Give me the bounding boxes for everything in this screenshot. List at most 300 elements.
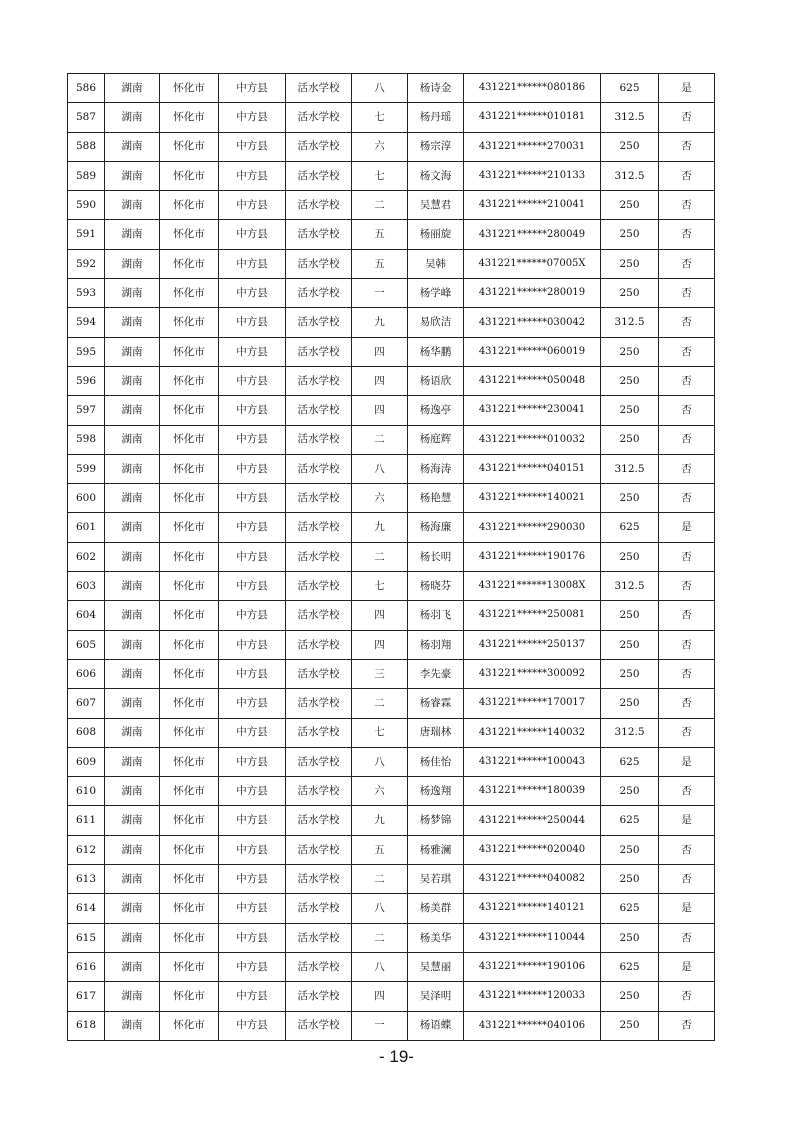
cell-city: 怀化市 [160, 74, 219, 103]
cell-province: 湖南 [105, 220, 160, 249]
table-row [68, 220, 715, 249]
cell-county: 中方县 [219, 454, 286, 483]
cell-amount: 625 [601, 747, 659, 776]
cell-county: 中方县 [219, 279, 286, 308]
cell-county: 中方县 [219, 572, 286, 601]
cell-serial-number: 606 [68, 659, 105, 688]
cell-id-number: 431221******180039 [464, 777, 601, 806]
cell-amount: 250 [601, 542, 659, 571]
cell-amount: 250 [601, 601, 659, 630]
cell-grade: 八 [352, 894, 408, 923]
cell-amount: 625 [601, 513, 659, 542]
cell-flag: 否 [659, 689, 715, 718]
cell-amount: 250 [601, 630, 659, 659]
cell-flag: 是 [659, 513, 715, 542]
cell-serial-number: 614 [68, 894, 105, 923]
cell-id-number: 431221******120033 [464, 982, 601, 1011]
cell-serial-number: 595 [68, 337, 105, 366]
cell-flag: 否 [659, 777, 715, 806]
cell-county: 中方县 [219, 396, 286, 425]
cell-id-number: 431221******140032 [464, 718, 601, 747]
cell-flag: 否 [659, 396, 715, 425]
cell-id-number: 431221******230041 [464, 396, 601, 425]
cell-serial-number: 604 [68, 601, 105, 630]
cell-student-name: 吴慧丽 [408, 952, 464, 981]
cell-city: 怀化市 [160, 894, 219, 923]
cell-city: 怀化市 [160, 279, 219, 308]
table-row [68, 659, 715, 688]
cell-province: 湖南 [105, 542, 160, 571]
cell-city: 怀化市 [160, 572, 219, 601]
cell-grade: 七 [352, 572, 408, 601]
cell-grade: 六 [352, 777, 408, 806]
cell-flag: 否 [659, 132, 715, 161]
table-row [68, 777, 715, 806]
cell-serial-number: 600 [68, 484, 105, 513]
cell-id-number: 431221******140021 [464, 484, 601, 513]
cell-serial-number: 616 [68, 952, 105, 981]
cell-amount: 312.5 [601, 161, 659, 190]
cell-province: 湖南 [105, 689, 160, 718]
cell-grade: 八 [352, 952, 408, 981]
cell-province: 湖南 [105, 630, 160, 659]
cell-school: 活水学校 [286, 103, 352, 132]
cell-flag: 否 [659, 308, 715, 337]
cell-id-number: 431221******040106 [464, 1011, 601, 1040]
cell-grade: 二 [352, 425, 408, 454]
cell-student-name: 杨学峰 [408, 279, 464, 308]
cell-county: 中方县 [219, 601, 286, 630]
cell-province: 湖南 [105, 894, 160, 923]
cell-province: 湖南 [105, 425, 160, 454]
cell-flag: 否 [659, 835, 715, 864]
cell-city: 怀化市 [160, 396, 219, 425]
cell-province: 湖南 [105, 923, 160, 952]
cell-province: 湖南 [105, 454, 160, 483]
cell-amount: 312.5 [601, 308, 659, 337]
cell-county: 中方县 [219, 308, 286, 337]
cell-province: 湖南 [105, 191, 160, 220]
cell-flag: 否 [659, 337, 715, 366]
cell-flag: 否 [659, 718, 715, 747]
cell-county: 中方县 [219, 835, 286, 864]
cell-school: 活水学校 [286, 952, 352, 981]
cell-county: 中方县 [219, 220, 286, 249]
cell-grade: 一 [352, 1011, 408, 1040]
cell-id-number: 431221******250081 [464, 601, 601, 630]
cell-id-number: 431221******250137 [464, 630, 601, 659]
table-row [68, 806, 715, 835]
cell-county: 中方县 [219, 923, 286, 952]
cell-id-number: 431221******030042 [464, 308, 601, 337]
cell-student-name: 杨逸亭 [408, 396, 464, 425]
cell-id-number: 431221******300092 [464, 659, 601, 688]
cell-city: 怀化市 [160, 718, 219, 747]
cell-province: 湖南 [105, 601, 160, 630]
cell-province: 湖南 [105, 952, 160, 981]
cell-id-number: 431221******07005X [464, 249, 601, 278]
table-row [68, 396, 715, 425]
cell-province: 湖南 [105, 103, 160, 132]
cell-amount: 250 [601, 191, 659, 220]
cell-flag: 否 [659, 191, 715, 220]
cell-county: 中方县 [219, 952, 286, 981]
table-row [68, 865, 715, 894]
cell-flag: 是 [659, 952, 715, 981]
cell-city: 怀化市 [160, 366, 219, 395]
cell-grade: 六 [352, 132, 408, 161]
cell-school: 活水学校 [286, 806, 352, 835]
cell-serial-number: 611 [68, 806, 105, 835]
cell-student-name: 易欣洁 [408, 308, 464, 337]
cell-city: 怀化市 [160, 865, 219, 894]
cell-school: 活水学校 [286, 1011, 352, 1040]
cell-grade: 九 [352, 308, 408, 337]
cell-county: 中方县 [219, 659, 286, 688]
cell-city: 怀化市 [160, 220, 219, 249]
roster-table [67, 73, 715, 1041]
cell-county: 中方县 [219, 513, 286, 542]
cell-city: 怀化市 [160, 835, 219, 864]
cell-student-name: 杨雅澜 [408, 835, 464, 864]
cell-grade: 二 [352, 689, 408, 718]
cell-province: 湖南 [105, 718, 160, 747]
cell-school: 活水学校 [286, 74, 352, 103]
cell-county: 中方县 [219, 425, 286, 454]
cell-amount: 312.5 [601, 718, 659, 747]
cell-student-name: 杨长明 [408, 542, 464, 571]
cell-grade: 一 [352, 279, 408, 308]
table-row [68, 601, 715, 630]
cell-flag: 否 [659, 454, 715, 483]
cell-city: 怀化市 [160, 161, 219, 190]
cell-school: 活水学校 [286, 132, 352, 161]
cell-county: 中方县 [219, 74, 286, 103]
table-row [68, 484, 715, 513]
cell-amount: 250 [601, 982, 659, 1011]
cell-province: 湖南 [105, 659, 160, 688]
table-row [68, 249, 715, 278]
table-row [68, 542, 715, 571]
cell-amount: 250 [601, 396, 659, 425]
cell-city: 怀化市 [160, 513, 219, 542]
cell-school: 活水学校 [286, 366, 352, 395]
cell-student-name: 杨丹瑶 [408, 103, 464, 132]
cell-grade: 八 [352, 74, 408, 103]
cell-county: 中方县 [219, 630, 286, 659]
cell-flag: 否 [659, 366, 715, 395]
cell-serial-number: 591 [68, 220, 105, 249]
cell-student-name: 杨美华 [408, 923, 464, 952]
cell-serial-number: 602 [68, 542, 105, 571]
cell-city: 怀化市 [160, 777, 219, 806]
cell-serial-number: 603 [68, 572, 105, 601]
table-row [68, 572, 715, 601]
table-row [68, 982, 715, 1011]
table-row [68, 191, 715, 220]
cell-student-name: 吴慧君 [408, 191, 464, 220]
cell-grade: 四 [352, 396, 408, 425]
cell-grade: 八 [352, 454, 408, 483]
cell-county: 中方县 [219, 865, 286, 894]
cell-city: 怀化市 [160, 103, 219, 132]
table-row [68, 952, 715, 981]
cell-city: 怀化市 [160, 249, 219, 278]
cell-province: 湖南 [105, 308, 160, 337]
cell-province: 湖南 [105, 806, 160, 835]
cell-school: 活水学校 [286, 513, 352, 542]
page-number: - 19- [379, 1047, 414, 1066]
cell-school: 活水学校 [286, 835, 352, 864]
cell-city: 怀化市 [160, 806, 219, 835]
cell-school: 活水学校 [286, 542, 352, 571]
table-row [68, 923, 715, 952]
cell-flag: 否 [659, 484, 715, 513]
cell-flag: 是 [659, 806, 715, 835]
cell-flag: 否 [659, 542, 715, 571]
cell-county: 中方县 [219, 249, 286, 278]
cell-province: 湖南 [105, 396, 160, 425]
cell-amount: 250 [601, 484, 659, 513]
cell-student-name: 杨晓芬 [408, 572, 464, 601]
cell-school: 活水学校 [286, 337, 352, 366]
cell-school: 活水学校 [286, 308, 352, 337]
table-row [68, 279, 715, 308]
cell-province: 湖南 [105, 777, 160, 806]
cell-serial-number: 601 [68, 513, 105, 542]
cell-serial-number: 594 [68, 308, 105, 337]
cell-serial-number: 596 [68, 366, 105, 395]
cell-id-number: 431221******250044 [464, 806, 601, 835]
cell-serial-number: 592 [68, 249, 105, 278]
cell-province: 湖南 [105, 132, 160, 161]
cell-county: 中方县 [219, 1011, 286, 1040]
cell-flag: 否 [659, 923, 715, 952]
cell-id-number: 431221******010032 [464, 425, 601, 454]
cell-city: 怀化市 [160, 601, 219, 630]
cell-flag: 否 [659, 1011, 715, 1040]
cell-id-number: 431221******060019 [464, 337, 601, 366]
cell-city: 怀化市 [160, 132, 219, 161]
cell-city: 怀化市 [160, 952, 219, 981]
cell-serial-number: 615 [68, 923, 105, 952]
cell-amount: 312.5 [601, 103, 659, 132]
cell-id-number: 431221******020040 [464, 835, 601, 864]
cell-school: 活水学校 [286, 161, 352, 190]
cell-county: 中方县 [219, 982, 286, 1011]
cell-flag: 否 [659, 630, 715, 659]
cell-serial-number: 605 [68, 630, 105, 659]
cell-student-name: 杨羽飞 [408, 601, 464, 630]
cell-county: 中方县 [219, 689, 286, 718]
cell-school: 活水学校 [286, 601, 352, 630]
cell-county: 中方县 [219, 366, 286, 395]
cell-province: 湖南 [105, 337, 160, 366]
cell-city: 怀化市 [160, 747, 219, 776]
cell-id-number: 431221******040082 [464, 865, 601, 894]
cell-flag: 否 [659, 220, 715, 249]
cell-school: 活水学校 [286, 689, 352, 718]
cell-amount: 312.5 [601, 454, 659, 483]
cell-grade: 二 [352, 191, 408, 220]
cell-serial-number: 590 [68, 191, 105, 220]
cell-city: 怀化市 [160, 630, 219, 659]
cell-student-name: 杨海廉 [408, 513, 464, 542]
cell-amount: 625 [601, 74, 659, 103]
cell-amount: 250 [601, 865, 659, 894]
cell-school: 活水学校 [286, 279, 352, 308]
cell-id-number: 431221******040151 [464, 454, 601, 483]
cell-id-number: 431221******080186 [464, 74, 601, 103]
cell-province: 湖南 [105, 982, 160, 1011]
cell-grade: 九 [352, 806, 408, 835]
cell-school: 活水学校 [286, 220, 352, 249]
cell-serial-number: 612 [68, 835, 105, 864]
cell-amount: 250 [601, 659, 659, 688]
cell-school: 活水学校 [286, 396, 352, 425]
cell-student-name: 杨庭辉 [408, 425, 464, 454]
cell-amount: 250 [601, 689, 659, 718]
cell-id-number: 431221******290030 [464, 513, 601, 542]
table-row [68, 161, 715, 190]
cell-province: 湖南 [105, 747, 160, 776]
table-row [68, 513, 715, 542]
cell-county: 中方县 [219, 484, 286, 513]
cell-county: 中方县 [219, 806, 286, 835]
cell-serial-number: 613 [68, 865, 105, 894]
cell-student-name: 唐瑞林 [408, 718, 464, 747]
cell-county: 中方县 [219, 777, 286, 806]
cell-grade: 四 [352, 337, 408, 366]
cell-flag: 否 [659, 865, 715, 894]
cell-school: 活水学校 [286, 484, 352, 513]
cell-grade: 二 [352, 923, 408, 952]
cell-grade: 八 [352, 747, 408, 776]
cell-grade: 四 [352, 601, 408, 630]
cell-flag: 否 [659, 659, 715, 688]
cell-id-number: 431221******050048 [464, 366, 601, 395]
cell-student-name: 杨梦锦 [408, 806, 464, 835]
cell-student-name: 杨宗淳 [408, 132, 464, 161]
cell-id-number: 431221******010181 [464, 103, 601, 132]
cell-school: 活水学校 [286, 630, 352, 659]
cell-student-name: 杨佳怡 [408, 747, 464, 776]
cell-amount: 625 [601, 806, 659, 835]
table-row [68, 835, 715, 864]
cell-school: 活水学校 [286, 923, 352, 952]
cell-serial-number: 599 [68, 454, 105, 483]
cell-grade: 四 [352, 630, 408, 659]
cell-province: 湖南 [105, 366, 160, 395]
cell-school: 活水学校 [286, 718, 352, 747]
cell-amount: 250 [601, 1011, 659, 1040]
cell-grade: 二 [352, 542, 408, 571]
cell-student-name: 吴若琪 [408, 865, 464, 894]
cell-grade: 六 [352, 484, 408, 513]
cell-county: 中方县 [219, 191, 286, 220]
cell-id-number: 431221******280019 [464, 279, 601, 308]
cell-serial-number: 586 [68, 74, 105, 103]
cell-province: 湖南 [105, 572, 160, 601]
cell-student-name: 杨华鹏 [408, 337, 464, 366]
cell-student-name: 杨羽翔 [408, 630, 464, 659]
cell-serial-number: 610 [68, 777, 105, 806]
cell-student-name: 杨丽旋 [408, 220, 464, 249]
cell-city: 怀化市 [160, 484, 219, 513]
cell-city: 怀化市 [160, 425, 219, 454]
cell-county: 中方县 [219, 718, 286, 747]
table-row [68, 337, 715, 366]
cell-student-name: 杨艳慧 [408, 484, 464, 513]
cell-province: 湖南 [105, 279, 160, 308]
cell-flag: 否 [659, 572, 715, 601]
cell-county: 中方县 [219, 894, 286, 923]
table-row [68, 454, 715, 483]
cell-grade: 七 [352, 103, 408, 132]
cell-serial-number: 588 [68, 132, 105, 161]
table-row [68, 1011, 715, 1040]
cell-county: 中方县 [219, 337, 286, 366]
cell-county: 中方县 [219, 132, 286, 161]
cell-student-name: 吴泽明 [408, 982, 464, 1011]
cell-serial-number: 598 [68, 425, 105, 454]
cell-amount: 250 [601, 366, 659, 395]
cell-city: 怀化市 [160, 982, 219, 1011]
cell-id-number: 431221******190106 [464, 952, 601, 981]
cell-student-name: 杨诗金 [408, 74, 464, 103]
table-row [68, 425, 715, 454]
cell-flag: 否 [659, 161, 715, 190]
cell-flag: 是 [659, 74, 715, 103]
cell-school: 活水学校 [286, 894, 352, 923]
cell-id-number: 431221******140121 [464, 894, 601, 923]
cell-city: 怀化市 [160, 659, 219, 688]
cell-student-name: 杨语欣 [408, 366, 464, 395]
cell-id-number: 431221******210041 [464, 191, 601, 220]
cell-student-name: 杨语蝶 [408, 1011, 464, 1040]
table-row [68, 630, 715, 659]
cell-serial-number: 608 [68, 718, 105, 747]
cell-serial-number: 587 [68, 103, 105, 132]
cell-grade: 七 [352, 718, 408, 747]
cell-student-name: 杨睿霖 [408, 689, 464, 718]
cell-city: 怀化市 [160, 191, 219, 220]
cell-id-number: 431221******210133 [464, 161, 601, 190]
cell-province: 湖南 [105, 835, 160, 864]
cell-flag: 是 [659, 747, 715, 776]
cell-school: 活水学校 [286, 747, 352, 776]
cell-amount: 250 [601, 337, 659, 366]
cell-id-number: 431221******270031 [464, 132, 601, 161]
cell-amount: 250 [601, 777, 659, 806]
cell-grade: 七 [352, 161, 408, 190]
cell-id-number: 431221******13008X [464, 572, 601, 601]
table-row [68, 718, 715, 747]
table-row [68, 366, 715, 395]
table-row [68, 747, 715, 776]
cell-serial-number: 618 [68, 1011, 105, 1040]
cell-county: 中方县 [219, 161, 286, 190]
cell-county: 中方县 [219, 747, 286, 776]
cell-school: 活水学校 [286, 572, 352, 601]
cell-amount: 250 [601, 279, 659, 308]
cell-grade: 二 [352, 865, 408, 894]
cell-school: 活水学校 [286, 659, 352, 688]
cell-id-number: 431221******280049 [464, 220, 601, 249]
cell-province: 湖南 [105, 161, 160, 190]
cell-serial-number: 589 [68, 161, 105, 190]
cell-amount: 250 [601, 220, 659, 249]
